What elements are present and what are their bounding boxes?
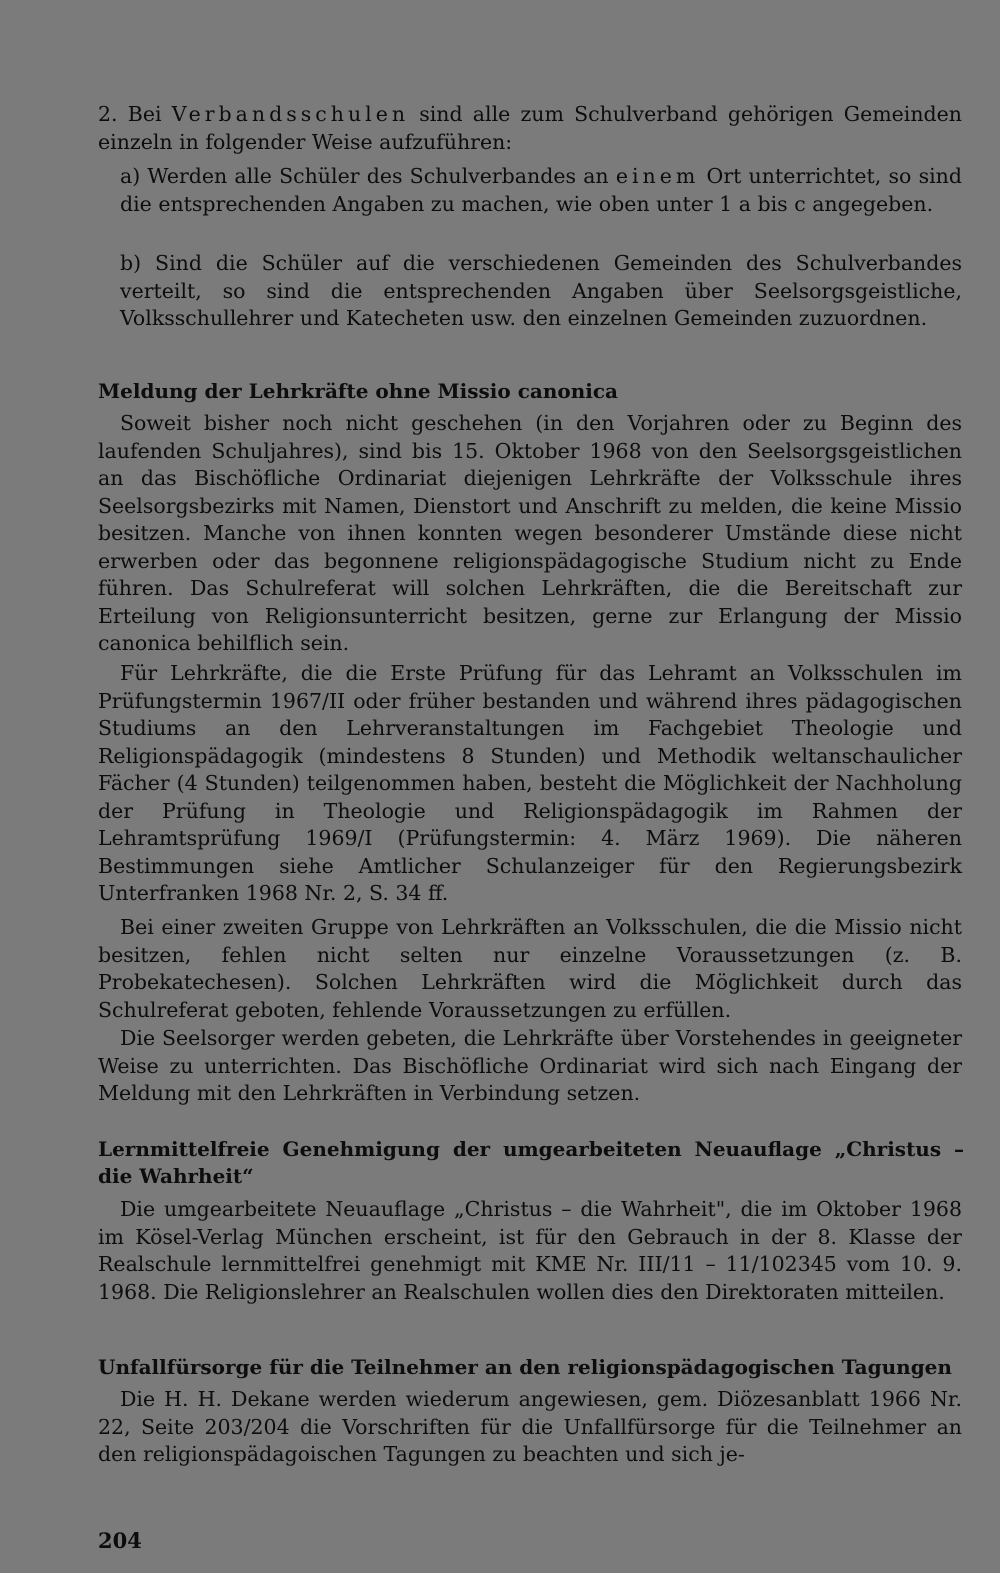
spaced-word-verbandsschulen: Verbandsschulen	[171, 102, 410, 126]
list-item-2a	[120, 163, 962, 218]
list-item-2	[98, 101, 962, 156]
paragraph: Für Lehrkräfte, die die Erste Prüfung für das Lehramt an Volksschulen im Prüfungstermin 1967/II oder früher bestanden und während ihres pädagogischen Studiums an den Lehrveranstaltungen im Fachgebiet Theologie und Religionspädagogik (mindestens 8 Stunden) und Methodik weltanschaulicher Fächer (4 Stunden) teilgenommen haben, besteht die Möglichkeit der Nachholung der Prüfung in Theologie und Religionspädagogik im Rahmen der Lehramtsprüfung 1969/I (Prüfungstermin: 4. März 1969). Die näheren Bestimmungen siehe Amtlicher Schulanzeiger für den Regierungsbezirk Unterfranken 1968 Nr. 2, S. 34 ff.	[98, 661, 962, 905]
spaced-word-einem: einem	[615, 164, 700, 188]
paragraph: Die umgearbeitete Neuauflage „Christus – die Wahrheit", die im Oktober 1968 im Kösel-Verlag München erscheint, ist für den Gebrauch in der 8. Klasse der Realschule lernmittelfrei genehmigt mit KME Nr. III/11 – 11/102345 vom 10. 9. 1968. Die Religionslehrer an Realschulen wollen dies den Direktoraten mitteilen.	[98, 1197, 962, 1304]
list-item-2b	[120, 250, 962, 333]
item-2-lead: Bei	[127, 102, 162, 126]
section-1-body-2	[98, 660, 962, 908]
paragraph: Soweit bisher noch nicht geschehen (in den Vorjahren oder zu Beginn des laufenden Schuljahres), sind bis 15. Oktober 1968 von den Seelsorgsgeistlichen an das Bischöfliche Ordinariat diejenigen Lehrkräfte der Volksschule ihres Seelsorgsbezirks mit Namen, Dienstort und Anschrift zu melden, die keine Missio besitzen. Manche von ihnen konnten wegen besonderer Umstände diese nicht erwerben oder das begonnene religionspädagogische Studium nicht zu Ende führen. Das Schulreferat will solchen Lehrkräften, die die Bereitschaft zur Erteilung von Religionsunterricht besitzen, gerne zur Erlangung der Missio canonica behilflich sein.	[98, 411, 962, 655]
section-3-body	[98, 1386, 962, 1469]
section-heading-missio: Meldung der Lehrkräfte ohne Missio canonica	[98, 379, 618, 403]
section-1-body-3	[98, 914, 962, 1024]
item-2-paragraph	[98, 101, 962, 156]
item-2a-after: Ort unterrichtet, so sind die entsprechenden Angaben zu machen, wie oben unter 1 a bis c angegeben.	[120, 164, 962, 216]
paragraph: Bei einer zweiten Gruppe von Lehrkräften an Volksschulen, die die Missio nicht besitzen, fehlen nicht selten nur einzelne Voraussetzungen (z. B. Probekatechesen). Solchen Lehrkräften wird die Möglichkeit durch das Schulreferat geboten, fehlende Voraussetzungen zu erfüllen.	[98, 915, 962, 1022]
section-2-body	[98, 1196, 962, 1306]
section-1-body-4	[98, 1025, 962, 1108]
item-2b-paragraph: b) Sind die Schüler auf die verschiedenen Gemeinden des Schulverbandes verteilt, so sind die entsprechenden Angaben über Seelsorgsgeistliche, Volksschullehrer und Katecheten usw. den einzelnen Gemeinden zuzuordnen.	[120, 251, 962, 330]
paragraph: Die Seelsorger werden gebeten, die Lehrkräfte über Vorstehendes in geeigneter Weise zu unterrichten. Das Bischöfliche Ordinariat wird sich nach Eingang der Meldung mit den Lehrkräften in Verbindung setzen.	[98, 1026, 962, 1105]
item-2a-paragraph	[120, 163, 962, 218]
item-number: 2.	[98, 102, 118, 126]
section-heading-unfallfuersorge: Unfallfürsorge für die Teilnehmer an den religionspädagogischen Tagungen	[98, 1355, 952, 1379]
section-heading-christus: Lernmittelfreie Genehmigung der umgearbeiteten Neuauflage „Christus – die Wahrheit“	[98, 1137, 964, 1188]
item-2-text: sind alle zum Schulverband gehörigen Gemeinden einzeln in folgender Weise aufzuführen:	[98, 102, 962, 154]
page-number: 204	[98, 1528, 142, 1553]
section-1-body	[98, 410, 962, 658]
paragraph: Die H. H. Dekane werden wiederum angewiesen, gem. Diözesanblatt 1966 Nr. 22, Seite 203/204 die Vorschriften für die Unfallfürsorge für die Teilnehmer an den religionspädagoischen Tagungen zu beachten und sich je-	[98, 1387, 962, 1466]
item-2a-before: a) Werden alle Schüler des Schulverbandes an	[120, 164, 609, 188]
